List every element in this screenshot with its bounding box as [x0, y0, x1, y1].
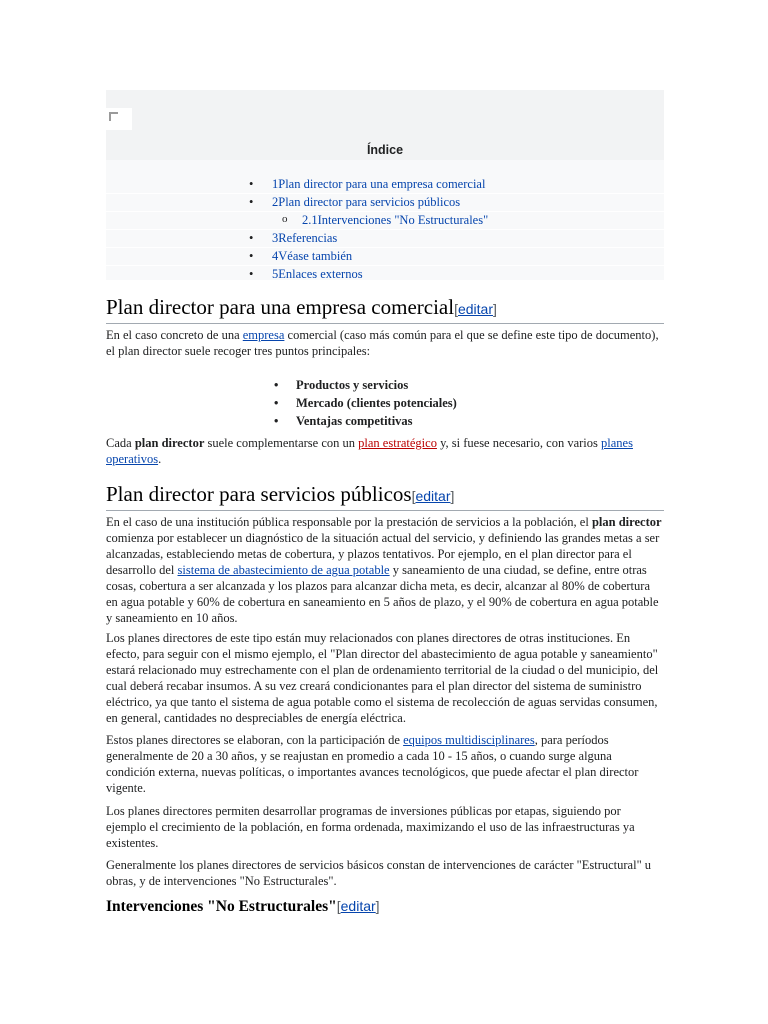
edit-section — [412, 488, 455, 504]
paragraph — [106, 732, 664, 796]
toc-number: 5 — [272, 267, 279, 281]
link-planes-operativos[interactable]: planes operativos — [106, 436, 633, 466]
bullet-list — [274, 376, 457, 430]
toc-number: 2.1 — [302, 213, 318, 227]
toc-number: 3 — [272, 231, 279, 245]
edit-link[interactable]: editar — [457, 301, 494, 317]
toc-label: Véase también — [278, 249, 353, 263]
toc-item[interactable] — [106, 266, 664, 284]
toc-link[interactable] — [272, 195, 460, 209]
edit-link[interactable]: editar — [340, 898, 376, 914]
bracket-close: ] — [375, 898, 380, 914]
edit-link[interactable]: editar — [415, 488, 451, 504]
toc-toggle-button[interactable] — [106, 108, 132, 130]
section-heading-servicios-publicos — [106, 481, 664, 511]
paragraph — [106, 327, 664, 359]
heading-text: Intervenciones "No Estructurales" — [106, 898, 337, 915]
toc-number: 2 — [272, 195, 279, 209]
toc-link[interactable] — [272, 267, 363, 281]
text: suele complementarse con un — [204, 436, 359, 450]
toc-link[interactable] — [272, 249, 352, 263]
list-item: • Productos y servicios — [274, 376, 457, 394]
paragraph: Los planes directores permiten desarrollar programas de inversiones públicas por etapas, siguiendo por ejemplo el crecimiento de la población, en forma ordenada, maximizando el uso de las infraestructuras ya existentes. — [106, 804, 635, 850]
toc-item[interactable] — [106, 194, 664, 212]
bracket-open: [ — [454, 301, 458, 317]
bracket-close: ] — [493, 301, 497, 317]
text: comienza por establecer un diagnóstico de la situación actual del servicio, y definiendo las grandes metas a ser alcanzadas, estableciendo metas de cobertura, y plazos tentativos. Por ejemplo, en el plan director para el desarrollo del — [106, 531, 660, 577]
toc — [106, 90, 664, 280]
text: , para períodos generalmente de 20 a 30 años, y se reajustan en promedio a cada 10 - 15 años, o cuando surge alguna condición externa, nuevas políticas, o importantes avances tecnológicos, que puede afectar el plan director vigente. — [106, 733, 639, 795]
toc-label: Plan director para servicios públicos — [278, 195, 461, 209]
toc-link[interactable] — [302, 213, 488, 227]
bracket-close: ] — [450, 488, 455, 504]
link-abastecimiento-agua[interactable]: sistema de abastecimiento de agua potable — [177, 563, 390, 577]
text: En el caso concreto de una — [106, 328, 243, 342]
link-equipos-multidisciplinares[interactable]: equipos multidisciplinares — [403, 733, 535, 747]
bracket-open: [ — [411, 488, 416, 504]
subsection-heading-no-estructurales — [106, 896, 664, 917]
paragraph: Los planes directores de este tipo están muy relacionados con planes directores de otras instituciones. En efecto, para seguir con el mismo ejemplo, el "Plan director del abastecimiento de agua potable y saneamiento" estará relacionado muy estrechamente con el plan de ordenamiento territorial de la ciudad o del municipio, del cual deberá recabar insumos. A su vez creará condicionantes para el plan director del sistema de suministro eléctrico, ya que tanto el sistema de agua potable como el sistema de recolección de aguas servidas consumen, en general, cantidades no despreciables de energía eléctrica. — [106, 631, 659, 725]
text: y saneamiento de una ciudad, se define, entre otras cosas, cobertura a ser alcanzada y los plazos para alcanzar dicha meta, es decir, alcanzar al 80% de cobertura en agua potable y 60% de cobertura en saneamiento en 5 años de plazo, y el 90% de cobertura en agua potable y saneamiento en 10 años. — [106, 563, 659, 625]
toc-link[interactable] — [272, 177, 485, 191]
link-plan-estrategico[interactable]: plan estratégico — [358, 436, 437, 450]
toc-item[interactable] — [106, 212, 664, 230]
bold-text: plan director — [591, 515, 662, 529]
text: Estos planes directores se elaboran, con la participación de — [106, 733, 404, 747]
paragraph: Generalmente los planes directores de servicios básicos constan de intervenciones de carácter "Estructural" u obras, y de intervenciones "No Estructurales". — [106, 858, 652, 888]
collapse-icon — [109, 112, 118, 121]
toc-link[interactable] — [272, 231, 337, 245]
bold-text: plan director — [134, 436, 205, 450]
toc-label: Plan director para una empresa comercial — [278, 177, 486, 191]
list-item: • Mercado (clientes potenciales) — [274, 394, 457, 412]
toc-number: 4 — [272, 249, 279, 263]
edit-section — [337, 898, 380, 914]
toc-item[interactable] — [106, 176, 664, 194]
paragraph — [106, 435, 664, 467]
heading-text: Plan director para una empresa comercial — [106, 295, 455, 319]
text: Cada — [106, 436, 135, 450]
toc-list — [106, 176, 664, 284]
section-heading-empresa-comercial — [106, 294, 664, 324]
toc-label: Intervenciones "No Estructurales" — [317, 213, 489, 227]
link-empresa[interactable]: empresa — [242, 328, 285, 342]
text: En el caso de una institución pública responsable por la prestación de servicios a la población, el — [106, 515, 592, 529]
paragraph — [106, 514, 664, 626]
toc-item[interactable] — [106, 230, 664, 248]
heading-text: Plan director para servicios públicos — [106, 482, 412, 506]
text: y, si fuese necesario, con varios — [436, 436, 602, 450]
list-item: • Ventajas competitivas — [274, 412, 457, 430]
toc-label: Referencias — [278, 231, 338, 245]
bracket-open: [ — [336, 898, 341, 914]
toc-label: Enlaces externos — [278, 267, 363, 281]
toc-header — [106, 90, 664, 160]
text: . — [158, 452, 162, 466]
edit-section — [454, 301, 497, 317]
toc-item[interactable] — [106, 248, 664, 266]
text: comercial (caso más común para el que se define este tipo de documento), el plan director suele recoger tres puntos principales: — [106, 328, 659, 358]
toc-number: 1 — [272, 177, 279, 191]
toc-title: Índice — [366, 143, 404, 157]
